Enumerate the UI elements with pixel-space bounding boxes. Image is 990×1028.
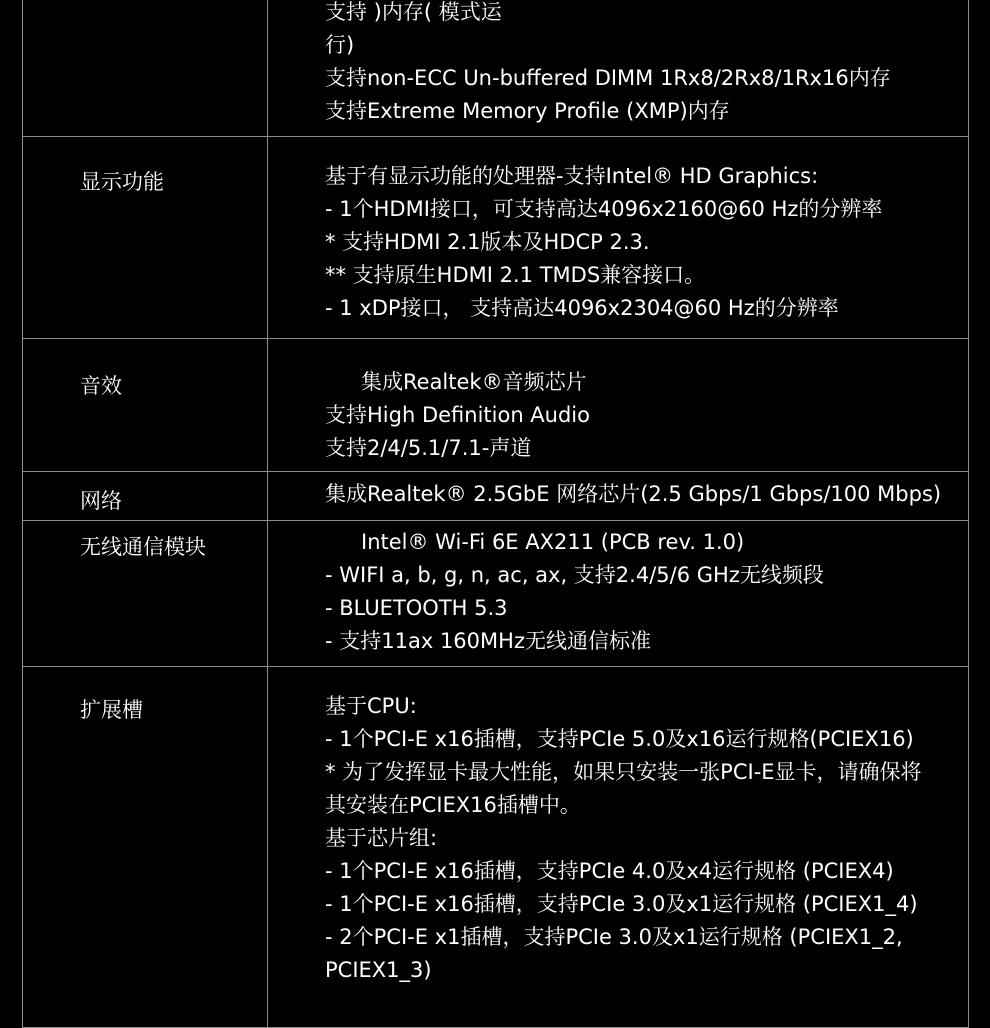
spec-value-cell [268,472,969,521]
spec-value-line: 支持Extreme Memory Profile (XMP)内存 [325,99,730,123]
spec-value-line: - BLUETOOTH 5.3 [325,596,508,620]
spec-value-line: - 1个PCI-E x16插槽，支持PCIe 3.0及x1运行规格 (PCIEX1_4) [325,892,918,916]
spec-row-network [23,472,969,521]
spec-value-line: 行) [325,33,355,57]
spec-table [22,0,969,1028]
spec-row-memory [23,0,969,137]
spec-value-line: 支持2/4/5.1/7.1-声道 [325,436,532,460]
spec-value-line: - 支持11ax 160MHz无线通信标准 [325,629,651,653]
spec-value-line: 集成Realtek® 2.5GbE 网络芯片(2.5 Gbps/1 Gbps/100 Mbps) [325,482,942,506]
spec-label-display: 显示功能 [80,170,164,194]
spec-value-line: 基于有显示功能的处理器-支持Intel® HD Graphics: [325,164,819,188]
spec-value-line: 基于芯片组: [325,826,438,850]
spec-label-cell [23,0,268,137]
spec-value-line: 支持non-ECC Un-buffered DIMM 1Rx8/2Rx8/1Rx16内存 [325,66,891,90]
spec-value-line: ** 支持原生HDMI 2.1 TMDS兼容接口。 [325,263,706,287]
spec-label-audio: 音效 [80,374,122,398]
spec-row-wireless [23,521,969,667]
spec-label-cell [23,472,268,521]
spec-value-line: - WIFI a, b, g, n, ac, ax, 支持2.4/5/6 GHz无线频段 [325,563,824,587]
spec-value-cell [268,339,969,472]
spec-label-wireless: 无线通信模块 [80,535,206,559]
spec-value-cell [268,0,969,137]
spec-value-line: - 1个HDMI接口，可支持高达4096x2160@60 Hz的分辨率 [325,197,883,221]
spec-value-line: - 1个PCI-E x16插槽，支持PCIe 4.0及x4运行规格 (PCIEX4) [325,859,894,883]
spec-label-cell [23,137,268,339]
spec-value-line: * 支持HDMI 2.1版本及HDCP 2.3. [325,230,650,254]
spec-value-line: Intel® Wi-Fi 6E AX211 (PCB rev. 1.0) [361,530,745,554]
spec-label-cell [23,339,268,472]
spec-value-line: 集成Realtek®音频芯片 [361,370,587,394]
spec-value-line: * 为了发挥显卡最大性能，如果只安装一张PCI-E显卡，请确保将 [325,760,922,784]
spec-label-network: 网络 [80,489,122,513]
spec-value-line: - 1个PCI-E x16插槽，支持PCIe 5.0及x16运行规格(PCIEX16) [325,727,914,751]
spec-value-line: 支持 )内存( 模式运 [325,0,502,24]
spec-value-line: PCIEX1_3) [325,958,432,982]
spec-value-cell [268,521,969,667]
spec-label-expansion: 扩展槽 [80,698,143,722]
spec-value-line: 其安装在PCIEX16插槽中。 [325,793,581,817]
spec-value-line: - 1 xDP接口， 支持高达4096x2304@60 Hz的分辨率 [325,296,839,320]
spec-label-cell [23,667,268,1028]
spec-value-cell [268,137,969,339]
spec-label-cell [23,521,268,667]
spec-row-expansion [23,667,969,1028]
spec-value-cell [268,667,969,1028]
spec-value-line: 支持High Definition Audio [325,403,590,427]
spec-value-line: - 2个PCI-E x1插槽，支持PCIe 3.0及x1运行规格 (PCIEX1_2, [325,925,903,949]
spec-row-audio [23,339,969,472]
spec-value-line: 基于CPU: [325,694,417,718]
spec-row-display [23,137,969,339]
